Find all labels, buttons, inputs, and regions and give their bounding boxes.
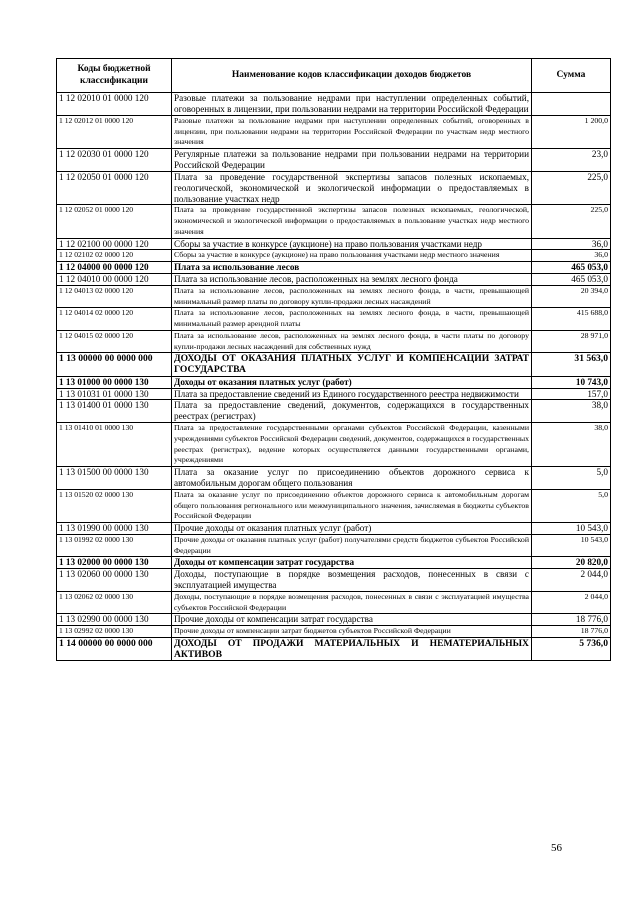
code-cell: 1 13 01992 02 0000 130 — [57, 534, 172, 556]
name-cell: ДОХОДЫ ОТ ПРОДАЖИ МАТЕРИАЛЬНЫХ И НЕМАТЕРИАЛЬНЫХ АКТИВОВ — [172, 638, 532, 661]
table-row — [57, 569, 611, 592]
name-cell: Прочие доходы от оказания платных услуг (работ) получателями средств бюджетов субъектов Российской Федерации — [172, 534, 532, 556]
amount-cell: 2 044,0 — [532, 569, 611, 592]
code-cell: 1 12 02052 01 0000 120 — [57, 205, 172, 238]
revenue-classification-table — [56, 58, 611, 661]
amount-cell: 157,0 — [532, 388, 611, 400]
code-cell: 1 12 02100 00 0000 120 — [57, 238, 172, 250]
code-cell: 1 13 01410 01 0000 130 — [57, 423, 172, 467]
code-cell: 1 14 00000 00 0000 000 — [57, 638, 172, 661]
table-row — [57, 353, 611, 376]
table-row — [57, 93, 611, 116]
code-cell: 1 13 01500 00 0000 130 — [57, 467, 172, 490]
header-name: Наименование кодов классификации доходов бюджетов — [172, 59, 532, 93]
table-row — [57, 262, 611, 274]
name-cell: Доходы от компенсации затрат государства — [172, 557, 532, 569]
name-cell: Регулярные платежи за пользование недрами при пользовании недрами на территории Российской Федерации — [172, 148, 532, 171]
code-cell: 1 13 01000 00 0000 130 — [57, 376, 172, 388]
code-cell: 1 12 02102 02 0000 120 — [57, 250, 172, 262]
table-row — [57, 489, 611, 522]
code-cell: 1 13 02990 00 0000 130 — [57, 614, 172, 626]
amount-cell: 38,0 — [532, 400, 611, 423]
table-row — [57, 171, 611, 205]
amount-cell: 23,0 — [532, 148, 611, 171]
table-row — [57, 626, 611, 638]
name-cell: Сборы за участие в конкурсе (аукционе) на право пользования участками недр местного значения — [172, 250, 532, 262]
code-cell: 1 12 02030 01 0000 120 — [57, 148, 172, 171]
table-row — [57, 376, 611, 388]
name-cell: Плата за использование лесов, расположенных на землях лесного фонда, в части, превышающей минимальный размер платы по договору купли-продажи лесных насаждений — [172, 285, 532, 307]
code-cell: 1 12 04013 02 0000 120 — [57, 285, 172, 307]
amount-cell: 18 776,0 — [532, 626, 611, 638]
page-number: 56 — [551, 842, 562, 854]
amount-cell: 5 736,0 — [532, 638, 611, 661]
table-row — [57, 250, 611, 262]
amount-cell: 465 053,0 — [532, 262, 611, 274]
amount-cell: 5,0 — [532, 489, 611, 522]
table-row — [57, 400, 611, 423]
table-row — [57, 638, 611, 661]
code-cell: 1 12 02050 01 0000 120 — [57, 171, 172, 205]
name-cell: Доходы, поступающие в порядке возмещения расходов, понесенных в связи с эксплуатацией имущества субъектов Российской Федерации — [172, 592, 532, 614]
code-cell: 1 12 04010 00 0000 120 — [57, 274, 172, 286]
name-cell: Плата за использование лесов, расположенных на землях лесного фонда, в части платы по договору купли-продажи лесных насаждений для собственных нужд — [172, 330, 532, 352]
code-cell: 1 12 02012 01 0000 120 — [57, 115, 172, 148]
table-row — [57, 467, 611, 490]
code-cell: 1 13 01520 02 0000 130 — [57, 489, 172, 522]
code-cell: 1 13 00000 00 0000 000 — [57, 353, 172, 376]
name-cell: Плата за проведение государственной экспертизы запасов полезных ископаемых, геологической, экономической и экологической информации о предоставляемых в пользование участках недр местного значения — [172, 205, 532, 238]
table-row — [57, 522, 611, 534]
code-cell: 1 12 04000 00 0000 120 — [57, 262, 172, 274]
name-cell: Плата за оказание услуг по присоединению объектов дорожного сервиса к автомобильным дорогам общего пользования регионального или межмуниципального значения, зачисляемая в бюджеты субъектов Российской Федерации — [172, 489, 532, 522]
table-row — [57, 423, 611, 467]
name-cell: Плата за использование лесов — [172, 262, 532, 274]
table-row — [57, 274, 611, 286]
table-row — [57, 285, 611, 307]
table-row — [57, 115, 611, 148]
table-row — [57, 148, 611, 171]
table-row — [57, 205, 611, 238]
name-cell: Доходы от оказания платных услуг (работ) — [172, 376, 532, 388]
table-body — [57, 93, 611, 661]
amount-cell: 225,0 — [532, 205, 611, 238]
amount-cell: 36,0 — [532, 250, 611, 262]
amount-cell: 18 776,0 — [532, 614, 611, 626]
amount-cell — [532, 93, 611, 116]
name-cell: Плата за проведение государственной экспертизы запасов полезных ископаемых, геологической, экономической и экологической информации о предоставляемых в пользование участках недр — [172, 171, 532, 205]
amount-cell: 415 688,0 — [532, 308, 611, 330]
name-cell: ДОХОДЫ ОТ ОКАЗАНИЯ ПЛАТНЫХ УСЛУГ И КОМПЕНСАЦИИ ЗАТРАТ ГОСУДАРСТВА — [172, 353, 532, 376]
table-row — [57, 330, 611, 352]
code-cell: 1 13 01031 01 0000 130 — [57, 388, 172, 400]
name-cell: Плата за предоставление сведений из Единого государственного реестра недвижимости — [172, 388, 532, 400]
table-row — [57, 614, 611, 626]
amount-cell: 28 971,0 — [532, 330, 611, 352]
header-amount: Сумма — [532, 59, 611, 93]
code-cell: 1 12 04015 02 0000 120 — [57, 330, 172, 352]
amount-cell: 38,0 — [532, 423, 611, 467]
name-cell: Прочие доходы от компенсации затрат бюджетов субъектов Российской Федерации — [172, 626, 532, 638]
code-cell: 1 13 02062 02 0000 130 — [57, 592, 172, 614]
header-code: Коды бюджетной классификации — [57, 59, 172, 93]
name-cell: Плата за оказание услуг по присоединению объектов дорожного сервиса к автомобильным дорогам общего пользования — [172, 467, 532, 490]
table-row — [57, 557, 611, 569]
amount-cell: 10 543,0 — [532, 534, 611, 556]
name-cell: Сборы за участие в конкурсе (аукционе) на право пользования участками недр — [172, 238, 532, 250]
table-header-row — [57, 59, 611, 93]
name-cell: Плата за предоставление государственными органами субъектов Российской Федерации, казенными учреждениями субъектов Российской Федерации сведений, документов, содержащихся в государственных реестрах (регистрах), ведение которых осуществляется данными государственными органами, учреждениями — [172, 423, 532, 467]
name-cell: Разовые платежи за пользование недрами при наступлении определенных событий, оговоренных в лицензии, при пользовании недрами на территории Российской Федерации — [172, 93, 532, 116]
name-cell: Плата за использование лесов, расположенных на землях лесного фонда — [172, 274, 532, 286]
amount-cell: 10 543,0 — [532, 522, 611, 534]
amount-cell: 20 820,0 — [532, 557, 611, 569]
amount-cell: 31 563,0 — [532, 353, 611, 376]
table-row — [57, 388, 611, 400]
code-cell: 1 13 01400 01 0000 130 — [57, 400, 172, 423]
table-row — [57, 238, 611, 250]
code-cell: 1 13 02060 00 0000 130 — [57, 569, 172, 592]
code-cell: 1 13 02000 00 0000 130 — [57, 557, 172, 569]
amount-cell: 1 200,0 — [532, 115, 611, 148]
name-cell: Разовые платежи за пользование недрами при наступлении определенных событий, оговоренных в лицензии, при пользовании недрами на территории Российской Федерации по участкам недр местного значения — [172, 115, 532, 148]
amount-cell: 20 394,0 — [532, 285, 611, 307]
table-row — [57, 308, 611, 330]
name-cell: Плата за использование лесов, расположенных на землях лесного фонда, в части, превышающей минимальный размер арендной платы — [172, 308, 532, 330]
code-cell: 1 12 04014 02 0000 120 — [57, 308, 172, 330]
name-cell: Прочие доходы от компенсации затрат государства — [172, 614, 532, 626]
table-row — [57, 534, 611, 556]
name-cell: Доходы, поступающие в порядке возмещения расходов, понесенных в связи с эксплуатацией имущества — [172, 569, 532, 592]
amount-cell: 10 743,0 — [532, 376, 611, 388]
table-row — [57, 592, 611, 614]
amount-cell: 465 053,0 — [532, 274, 611, 286]
amount-cell: 2 044,0 — [532, 592, 611, 614]
code-cell: 1 13 02992 02 0000 130 — [57, 626, 172, 638]
amount-cell: 225,0 — [532, 171, 611, 205]
code-cell: 1 12 02010 01 0000 120 — [57, 93, 172, 116]
code-cell: 1 13 01990 00 0000 130 — [57, 522, 172, 534]
name-cell: Прочие доходы от оказания платных услуг (работ) — [172, 522, 532, 534]
amount-cell: 5,0 — [532, 467, 611, 490]
amount-cell: 36,0 — [532, 238, 611, 250]
name-cell: Плата за предоставление сведений, документов, содержащихся в государственных реестрах (регистрах) — [172, 400, 532, 423]
